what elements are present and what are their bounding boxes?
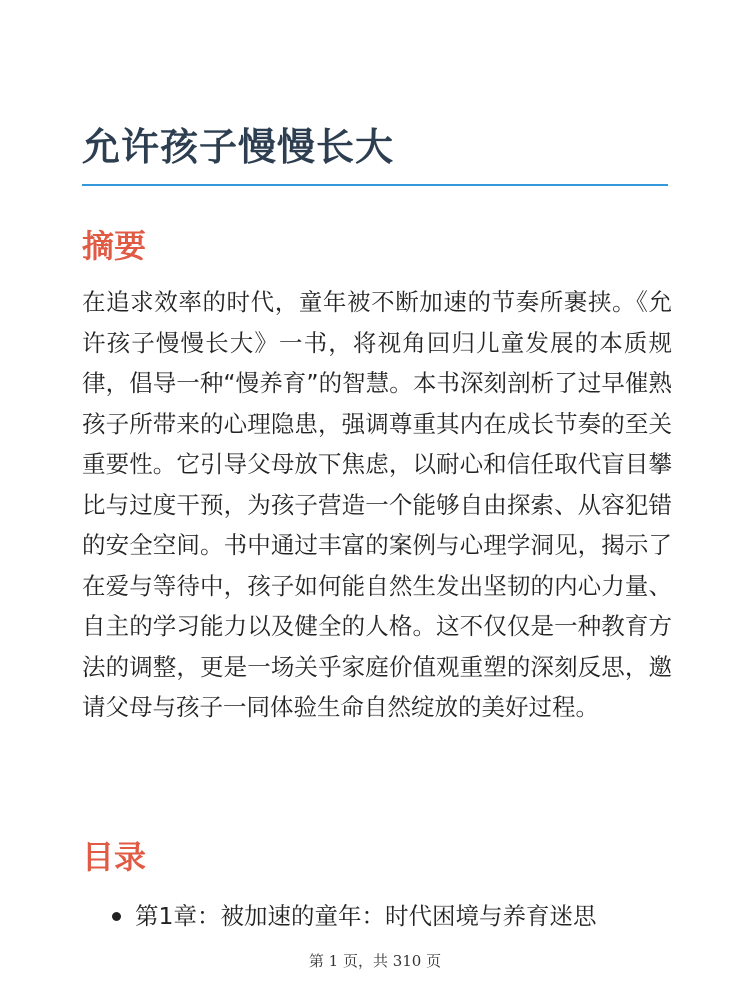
bullet-icon bbox=[112, 912, 121, 921]
document-title: 允许孩子慢慢长大 bbox=[82, 125, 395, 169]
abstract-body: 在追求效率的时代，童年被不断加速的节奏所裹挟。《允许孩子慢慢长大》一书，将视角回归儿童发展的本质规律，倡导一种“慢养育”的智慧。本书深刻剖析了过早催熟孩子所带来的心理隐患，强调尊重其内在成长节奏的至关重要性。它引导父母放下焦虑，以耐心和信任取代盲目攀比与过度干预，为孩子营造一个能够自由探索、从容犯错的安全空间。书中通过丰富的案例与心理学洞见，揭示了在爱与等待中，孩子如何能自然生发出坚韧的内心力量、自主的学习能力以及健全的人格。这不仅仅是一种教育方法的调整，更是一场关乎家庭价值观重塑的深刻反思，邀请父母与孩子一同体验生命自然绽放的美好过程。 bbox=[82, 288, 672, 721]
title-divider bbox=[82, 184, 668, 186]
toc-item-label: 第1章：被加速的童年：时代困境与养育迷思 bbox=[135, 902, 597, 930]
abstract-heading: 摘要 bbox=[82, 227, 147, 265]
toc-heading: 目录 bbox=[82, 838, 147, 876]
toc-list bbox=[82, 898, 596, 934]
page-number: 第 1 页，共 310 页 bbox=[308, 952, 442, 970]
toc-item-chapter-1[interactable] bbox=[82, 898, 596, 934]
